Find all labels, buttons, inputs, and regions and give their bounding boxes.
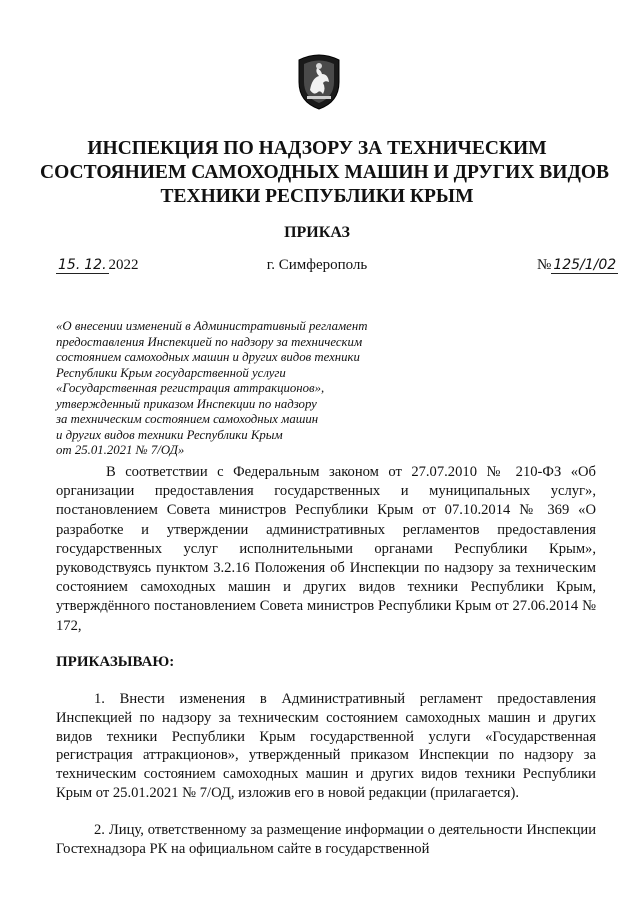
organization-title-line: ТЕХНИКИ РЕСПУБЛИКИ КРЫМ xyxy=(160,186,474,207)
order-city: г. Симферополь xyxy=(266,257,368,273)
orders-heading: ПРИКАЗЫВАЮ: xyxy=(56,654,175,670)
subject-line: «О внесении изменений в Административный регламент xyxy=(56,319,368,333)
handwritten-number: 125/1/02 xyxy=(553,257,617,273)
handwritten-month: 12. xyxy=(84,257,107,273)
order-meta-row xyxy=(0,257,634,281)
date-year: 2022 xyxy=(108,257,139,273)
order-item-2: 2. Лицу, ответственному за размещение информации о деятельности Инспекции Гостехнадзора РК на официальном сайте в государственной xyxy=(56,822,596,857)
order-subject xyxy=(56,319,396,459)
crimea-coat-of-arms-icon xyxy=(295,52,343,110)
order-item-1: 1. Внести изменения в Административный регламент предоставления Инспекцией по надзору за техническим состоянием самоходных машин и других видов техники Республики Крым государственной услуги «Государственная регистрация аттракционов», утвержденный приказом Инспекции по надзору за техническим состоянием самоходных машин и других видов техники Республики Крым от 25.01.2021 № 7/ОД, изложив его в новой редакции (прилагается). xyxy=(56,691,596,801)
subject-line: утвержденный приказом Инспекции по надзору xyxy=(56,396,317,411)
subject-line: «Государственная регистрация аттракционов», xyxy=(56,381,325,395)
subject-line: за техническим состоянием самоходных машин xyxy=(56,412,319,426)
subject-line: состоянием самоходных машин и других видов техники xyxy=(56,350,360,364)
organization-title xyxy=(40,137,610,209)
order-number xyxy=(537,257,618,274)
number-prefix: № xyxy=(537,257,552,273)
organization-title-line: СОСТОЯНИЕМ САМОХОДНЫХ МАШИН И ДРУГИХ ВИДОВ xyxy=(40,162,610,183)
subject-line: предоставления Инспекцией по надзору за техническим xyxy=(56,334,363,349)
organization-title-line: ИНСПЕКЦИЯ ПО НАДЗОРУ ЗА ТЕХНИЧЕСКИМ xyxy=(87,138,547,159)
order-title: ПРИКАЗ xyxy=(284,224,350,241)
preamble-paragraph: В соответствии с Федеральным законом от 27.07.2010 № 210-ФЗ «Об организации предоставления государственных и муниципальных услуг», постановлением Совета министров Республики Крым от 07.10.2014 № 369 «О разработке и утверждении административных регламентов предоставления государственных услуг исполнительными органами Республики Крым», руководствуясь пунктом 3.2.16 Положения об Инспекции по надзору за техническим состоянием самоходных машин и других видов техники Республики Крым, утверждённого постановлением Совета министров Республики Крым от 27.06.2014 № 172, xyxy=(56,464,596,634)
handwritten-day: 15. xyxy=(58,257,81,273)
subject-line: Республики Крым государственной услуги xyxy=(56,365,286,380)
subject-line: от 25.01.2021 № 7/ОД» xyxy=(56,443,185,457)
subject-line: и других видов техники Республики Крым xyxy=(56,427,283,442)
